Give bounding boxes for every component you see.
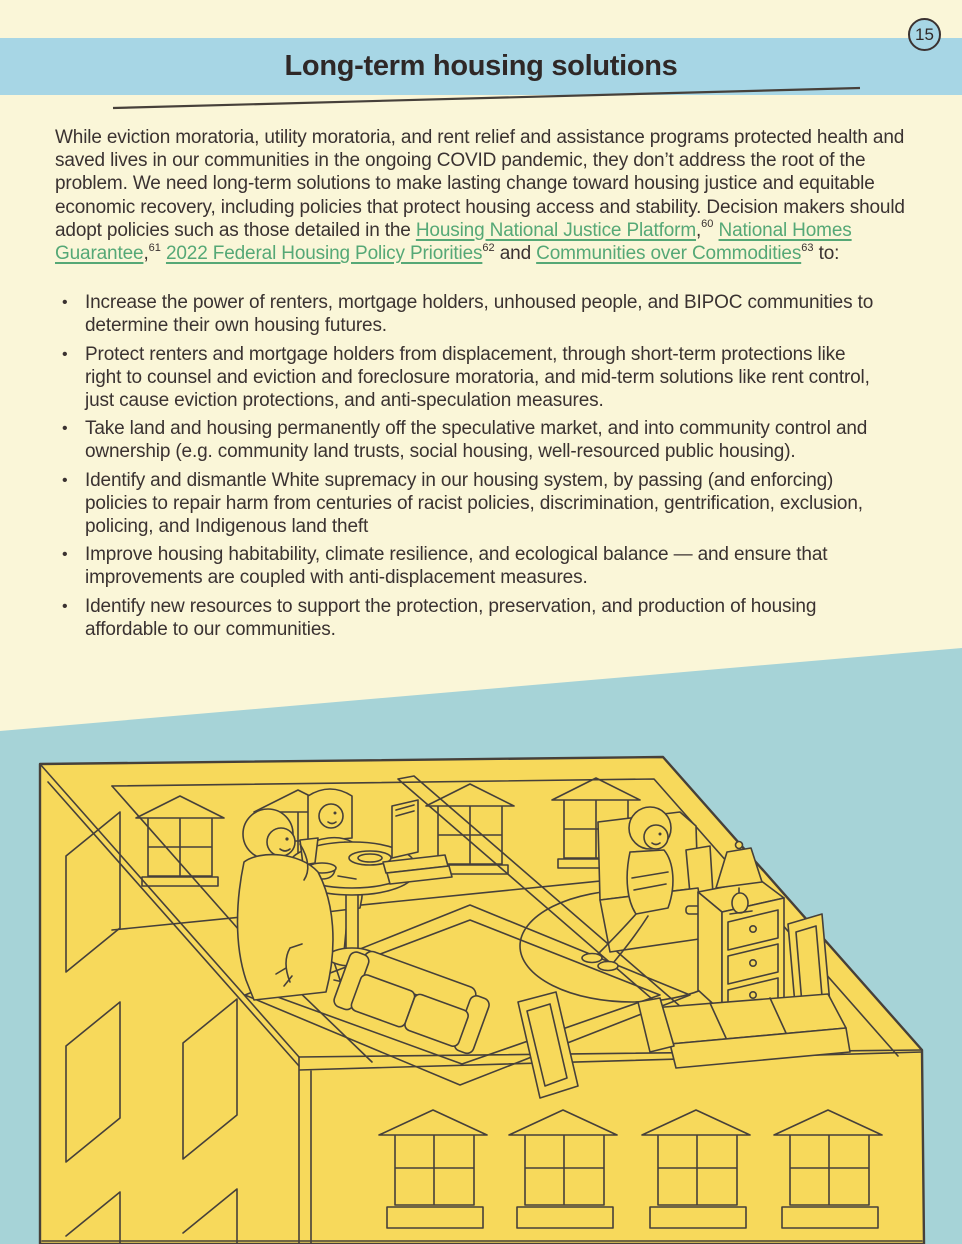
footnote-reference: 60 <box>701 218 714 231</box>
footnote-reference: 61 <box>148 241 161 254</box>
page-number-badge: 15 <box>908 18 941 51</box>
building-illustration <box>0 600 962 1244</box>
bullet-item: • Take land and housing permanently off the speculative market, and into community control and ownership (e.g. community land trusts, social housing, well-resourced public housing). <box>55 417 883 463</box>
text-run: to: <box>813 243 840 265</box>
text-run: and <box>494 243 537 265</box>
body-copy <box>55 126 908 646</box>
text-run: , <box>696 219 702 241</box>
inline-link[interactable]: 2022 Federal Housing Policy Priorities <box>165 243 483 265</box>
intro-paragraph <box>55 126 908 265</box>
text-run: While eviction moratoria, utility moratoria, and rent relief and assistance programs protected health and saved lives in our communities in the ongoing COVID pandemic, they don’t address the root of the problem. We need long-term solutions to make lasting change toward housing justice and equitable economic recovery, including policies that protect housing access and stability. Decision makers should adopt policies such as those detailed in the <box>55 127 905 241</box>
inline-link[interactable]: Communities over Commodities <box>536 243 802 265</box>
standing-book <box>392 800 418 858</box>
footnote-reference: 62 <box>482 241 495 254</box>
inline-link[interactable]: Housing National Justice Platform <box>415 219 697 241</box>
header-band <box>0 38 962 95</box>
bullet-item: • Improve housing habitability, climate resilience, and ecological balance — and ensure that improvements are coupled with anti-displacement measures. <box>55 543 883 589</box>
bullet-item: • Identify and dismantle White supremacy in our housing system, by passing (and enforcing) policies to repair harm from centuries of racist policies, discrimination, gentrification, exclusion, policing, and Indigenous land theft <box>55 469 883 539</box>
inline-link[interactable]: National Homes Guarantee <box>55 219 852 265</box>
footnote-reference: 63 <box>801 241 814 254</box>
text-run: , <box>143 243 149 265</box>
bullet-item: • Increase the power of renters, mortgage holders, unhoused people, and BIPOC communities to determine their own housing futures. <box>55 291 883 337</box>
bullet-item: • Protect renters and mortgage holders from displacement, through short-term protections like right to counsel and eviction and foreclosure moratoria, and mid-term solutions like rent control, just cause eviction protections, and anti-speculation measures. <box>55 343 883 413</box>
page-title: Long-term housing solutions <box>284 50 678 82</box>
bullet-item: • Identify new resources to support the protection, preservation, and production of housing affordable to our communities. <box>55 595 883 641</box>
policy-bullet-list <box>55 291 883 641</box>
